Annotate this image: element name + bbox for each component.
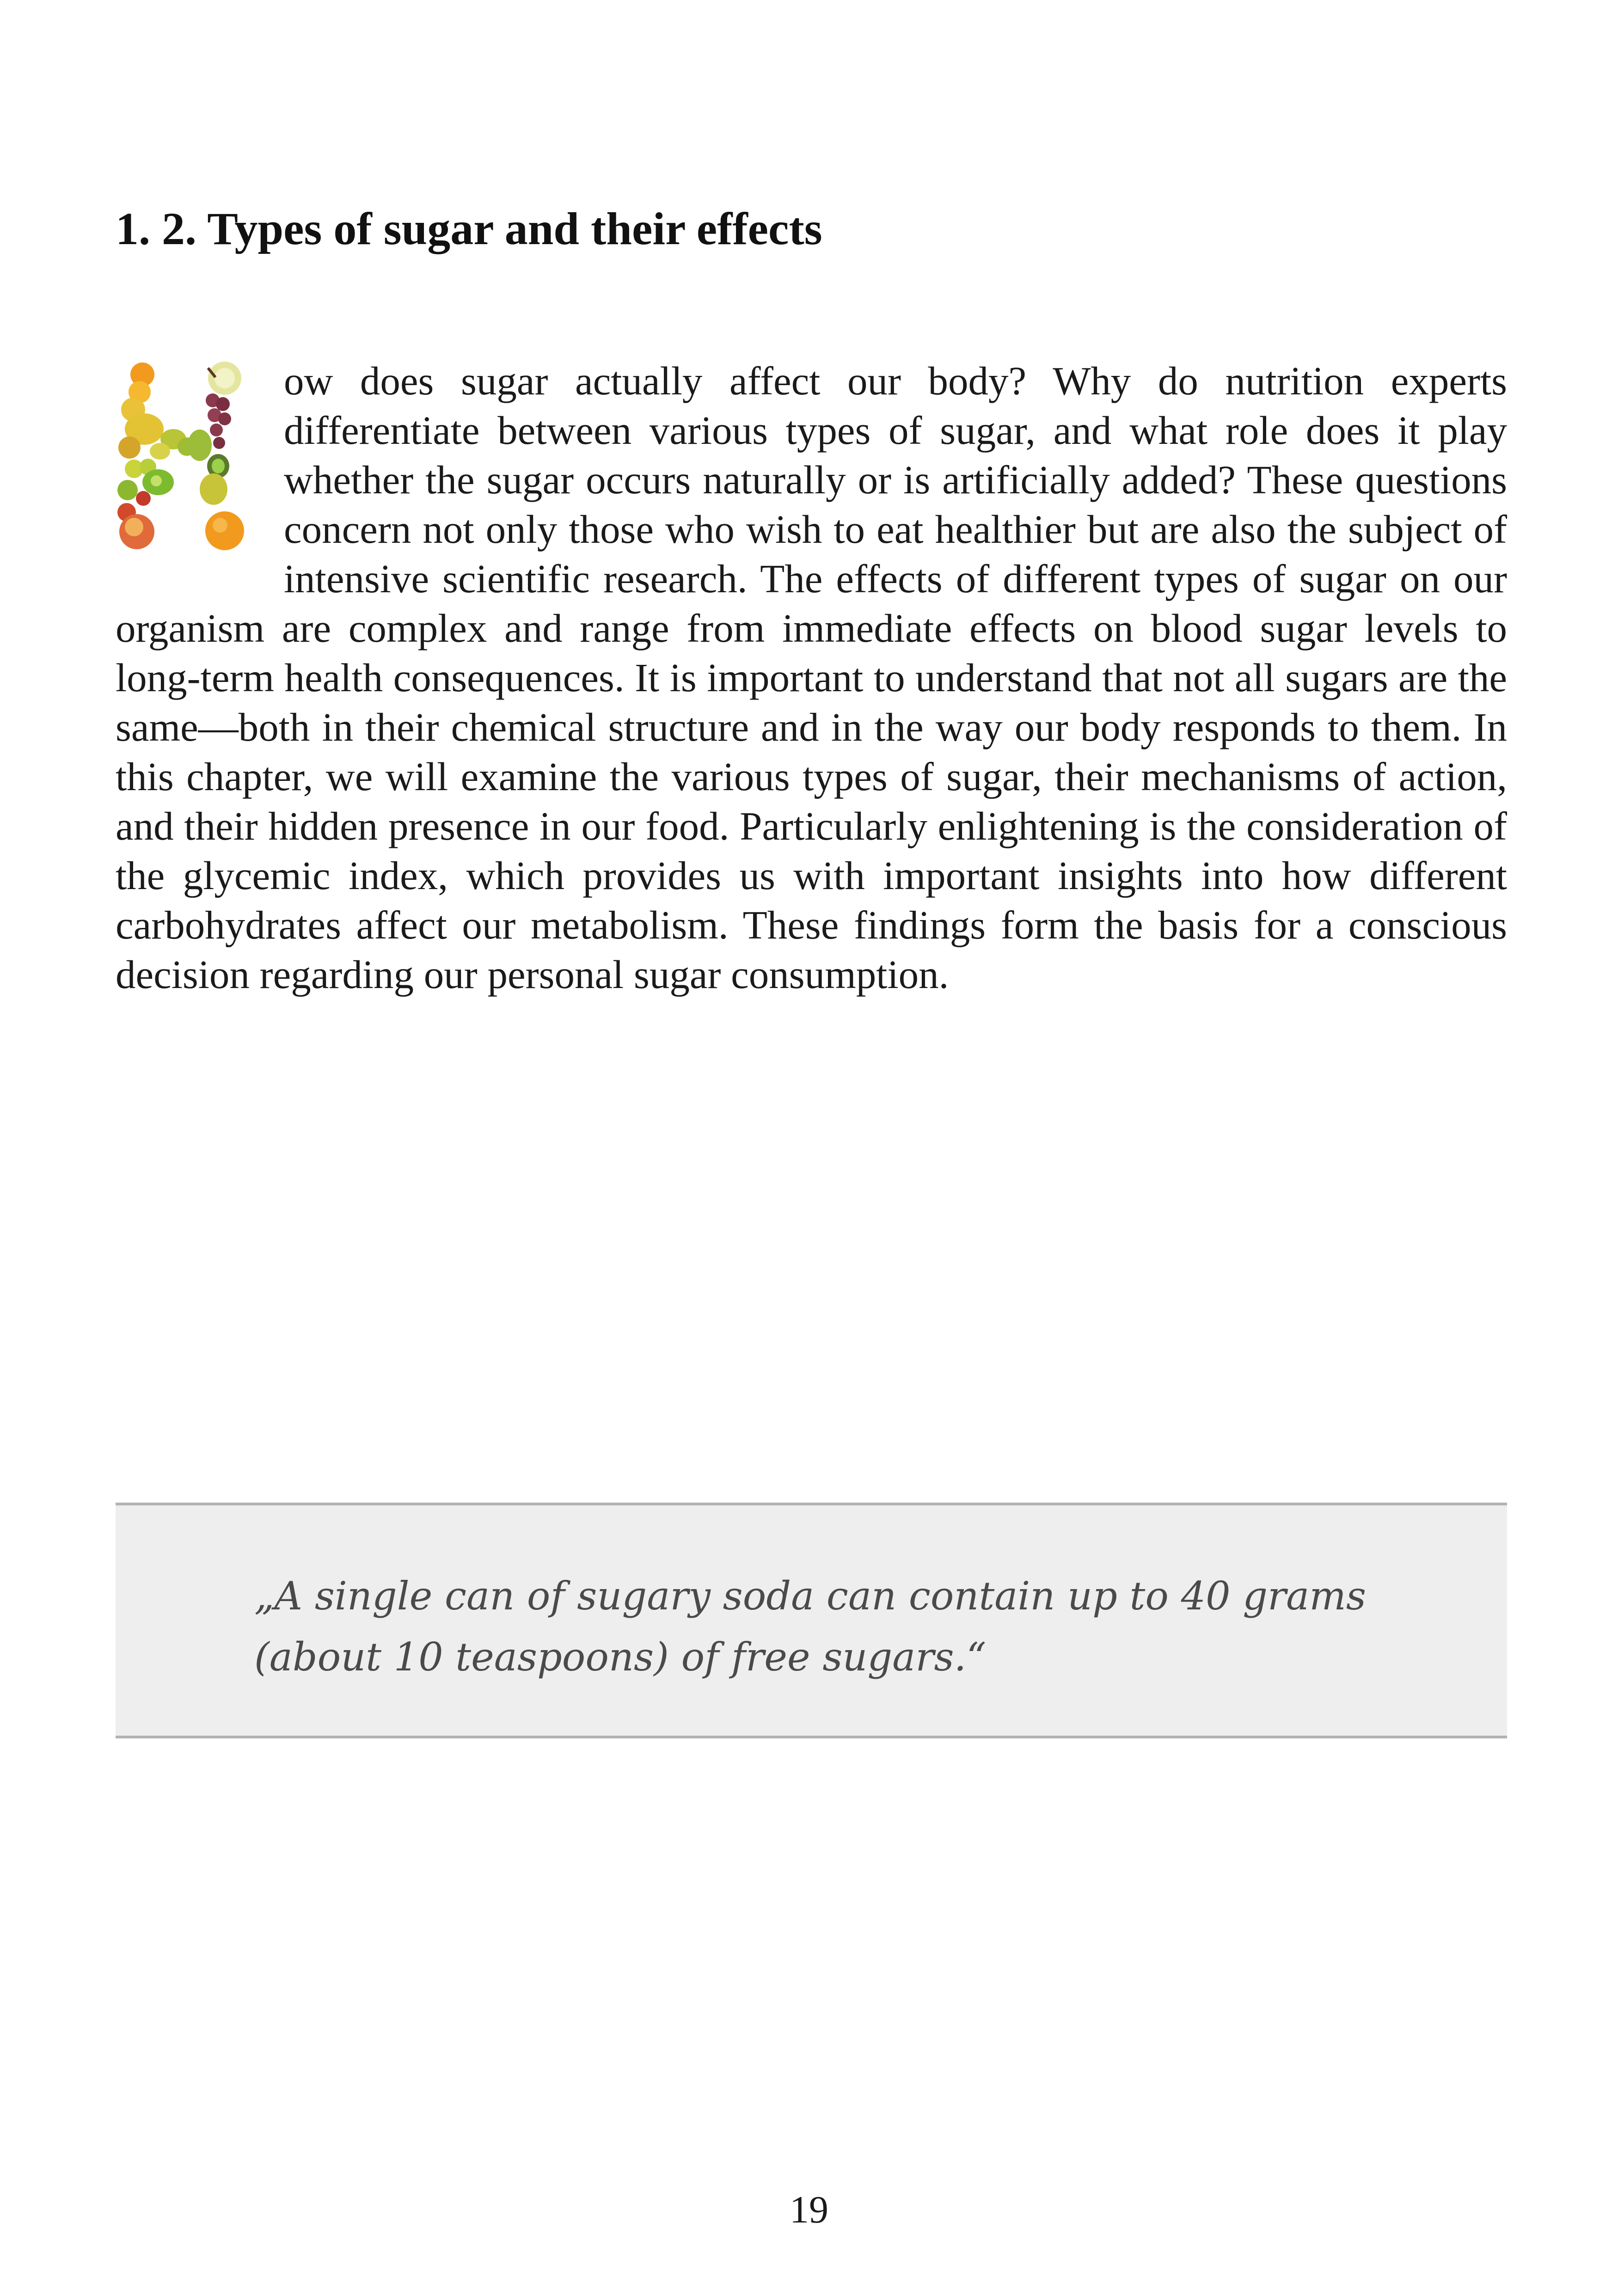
drop-cap-graphic	[116, 360, 264, 559]
intro-paragraph	[116, 356, 1507, 999]
quote-line-2: (about 10 teaspoons) of free sugars.“	[254, 1634, 987, 1680]
quote-line-1: „A single can of sugary soda can contain up to 40 grams	[254, 1573, 1366, 1619]
page-number: 19	[790, 2188, 828, 2231]
paragraph-text: ow does sugar actually affect our body? Why do nutrition experts differentiate between various types of sugar, and what role does it play whether the sugar occurs naturally or is artificially added? These questions concern not only those who wish to eat healthier but are also the subject of intensive scientific research. The effects of different types of sugar on our organism are complex and range from immediate effects on blood sugar levels to long-term health consequences. It is important to understand that not all sugars are the same—both in their chemical structure and in the way our body responds to them. In this chapter, we will examine the various types of sugar, their mechanisms of action, and their hidden presence in our food. Particularly enlightening is the consideration of the glycemic index, which provides us with important insights into how different carbohydrates affect our metabolism. These findings form the basis for a conscious decision regarding our personal sugar consumption.	[116, 358, 1507, 997]
section-heading: 1. 2. Types of sugar and their effects	[116, 203, 822, 254]
fruit-letter-h-icon	[116, 360, 264, 559]
quote-box	[116, 1503, 1507, 1738]
pull-quote	[254, 1565, 1456, 1688]
